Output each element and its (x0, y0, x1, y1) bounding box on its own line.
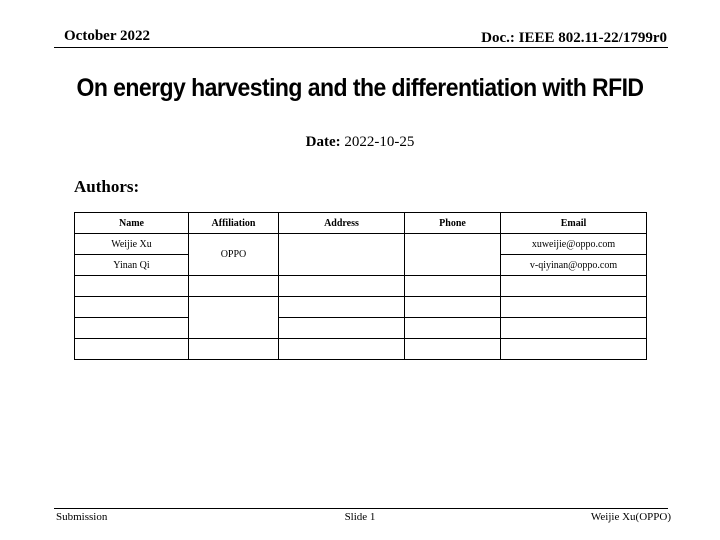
date-line (0, 134, 720, 151)
empty-cell (279, 297, 405, 318)
footer-author: Weijie Xu(OPPO) (590, 511, 671, 523)
slide-title: On energy harvesting and the differentiation with RFID (76, 74, 644, 102)
table-header-row (75, 213, 647, 234)
date-label: Date: (305, 134, 341, 150)
author-address (279, 234, 405, 276)
author-affiliation: OPPO (189, 234, 279, 276)
authors-table (74, 212, 647, 360)
author-name: Weijie Xu (75, 234, 189, 255)
header-address: Address (279, 213, 405, 234)
empty-cell (189, 297, 279, 339)
empty-cell (279, 276, 405, 297)
empty-cell (189, 339, 279, 360)
table-row (75, 339, 647, 360)
empty-cell (501, 339, 647, 360)
empty-cell (405, 318, 501, 339)
header-date: October 2022 (64, 28, 150, 44)
author-email: v-qiyinan@oppo.com (501, 255, 647, 276)
empty-cell (279, 318, 405, 339)
empty-cell (501, 297, 647, 318)
table-row (75, 276, 647, 297)
author-email: xuweijie@oppo.com (501, 234, 647, 255)
author-name: Yinan Qi (75, 255, 189, 276)
empty-cell (75, 297, 189, 318)
table-row (75, 297, 647, 318)
footer-slide-number: Slide 1 (344, 511, 376, 523)
header-name: Name (75, 213, 189, 234)
empty-cell (189, 276, 279, 297)
empty-cell (75, 318, 189, 339)
table-row (75, 234, 647, 255)
authors-heading: Authors: (74, 177, 140, 196)
header-phone: Phone (405, 213, 501, 234)
date-value: 2022-10-25 (344, 134, 415, 150)
footer-submission: Submission (56, 511, 108, 523)
author-phone (405, 234, 501, 276)
footer-divider (54, 508, 668, 509)
header-doc-id: Doc.: IEEE 802.11-22/1799r0 (481, 30, 667, 46)
empty-cell (501, 276, 647, 297)
empty-cell (405, 339, 501, 360)
empty-cell (405, 276, 501, 297)
empty-cell (75, 339, 189, 360)
empty-cell (501, 318, 647, 339)
empty-cell (75, 276, 189, 297)
empty-cell (279, 339, 405, 360)
header-email: Email (501, 213, 647, 234)
header-affiliation: Affiliation (189, 213, 279, 234)
table-row (75, 318, 647, 339)
empty-cell (405, 297, 501, 318)
header-divider (54, 47, 668, 48)
